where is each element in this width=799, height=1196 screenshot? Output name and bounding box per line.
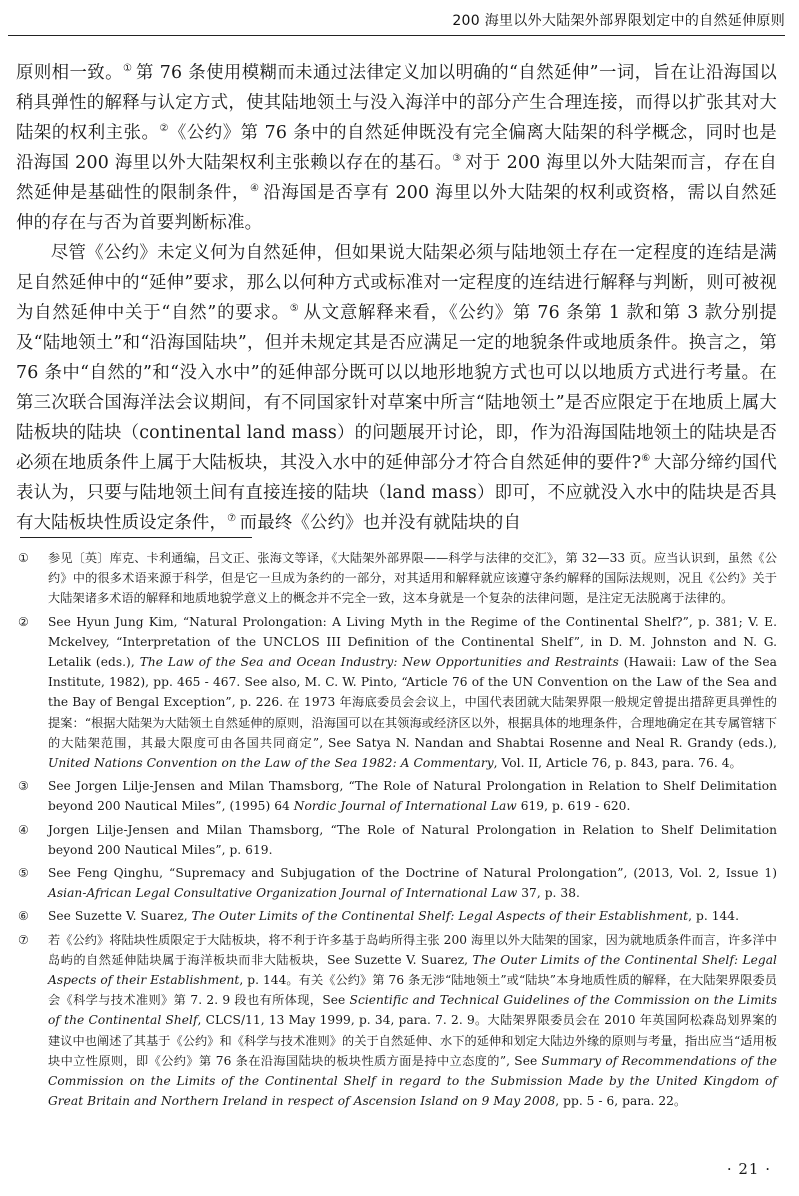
- footnote-2: [18, 612, 777, 774]
- footnotes: [18, 548, 777, 1114]
- footnote-number: ③: [18, 779, 29, 794]
- footnote-text: See Jorgen Lilje-Jensen and Milan Thamsborg, “The Role of Natural Prolongation in Relation to Shelf Delimitation beyond 200 Nautical Miles”, (1995) 64 Nordic Journal of International Law 619, p. 619 - 620.: [48, 779, 777, 814]
- footnote-text: Jorgen Lilje-Jensen and Milan Thamsborg, “The Role of Natural Prolongation in Relation to Shelf Delimitation beyond 200 Nautical Miles”, p. 619.: [48, 822, 777, 857]
- footnote-number: ②: [18, 614, 29, 629]
- footnote-number: ④: [18, 822, 29, 837]
- footnote-7: [18, 930, 777, 1112]
- footnote-ref-3[interactable]: ③: [452, 153, 466, 165]
- running-header: [8, 10, 785, 36]
- footnote-ref-1[interactable]: ①: [122, 63, 136, 75]
- running-header-title: 200 海里以外大陆架外部界限划定中的自然延伸原则: [452, 13, 785, 29]
- footnote-separator: [20, 537, 252, 538]
- footnote-text: 若《公约》将陆块性质限定于大陆板块，将不利于许多基于岛屿所得主张 200 海里以外大陆架的国家，因为就地质条件而言，许多洋中岛屿的自然延伸陆块属于海洋板块而非大陆板块，See Suzette V. Suarez, The Outer Limits of the Continental Shelf: Legal Aspects of their Establishment, p. 144。有关《公约》第 76 条无涉“陆地领土”或“陆块”本身地质性质的解释，在大陆架界限委员会《科学与技术准则》第 7. 2. 9 段也有所体现，See Scientific and Technical Guidelines of the Commission on the Limits of the Continental Shelf, CLCS/11, 13 May 1999, p. 34, para. 7. 2. 9。大陆架界限委员会在 2010 年英国阿松森岛划界案的建议中也阐述了其基于《公约》和《科学与技术准则》的关于自然延伸、水下的延伸和划定大陆边外缘的原则与考量，指出应当“适用板块中立性原则，即《公约》第 76 条在沿海国陆块的板块性质方面是持中立态度的”, See Summary of Recommendations of the Commission on the Limits of the Continental Shelf in regard to the Submission Made by the United Kingdom of Great Britain and Northern Ireland in respect of Ascension Island on 9 May 2008, pp. 5 - 6, para. 22。: [48, 932, 778, 1109]
- paragraph-1: 原则相一致。① 第 76 条使用模糊而未通过法律定义加以明确的“自然延伸”一词，旨在让沿海国以稍具弹性的解释与认定方式，使其陆地领土与没入海洋中的部分产生合理连接，而得以扩张其对大陆架的权利主张。②《公约》第 76 条中的自然延伸既没有完全偏离大陆架的科学概念，同时也是沿海国 200 海里以外大陆架权利主张赖以存在的基石。③ 对于 200 海里以外大陆架而言，存在自然延伸是基础性的限制条件，④ 沿海国是否享有 200 海里以外大陆架的权利或资格，需以自然延伸的存在与否为首要判断标准。: [16, 63, 778, 233]
- footnote-6: [18, 906, 777, 926]
- footnote-5: [18, 863, 777, 903]
- footnote-ref-4[interactable]: ④: [250, 183, 264, 195]
- paragraph-2: 尽管《公约》未定义何为自然延伸，但如果说大陆架必须与陆地领土存在一定程度的连结是满足自然延伸中的“延伸”要求，那么以何种方式或标准对一定程度的连结进行解释与判断，则可被视为自然延伸中关于“自然”的要求。⑤ 从文意解释来看，《公约》第 76 条第 1 款和第 3 款分别提及“陆地领土”和“沿海国陆块”，但并未规定其是否应满足一定的地貌条件或地质条件。换言之，第 76 条中“自然的”和“没入水中”的延伸部分既可以以地形地貌方式也可以以地质方式进行考量。在第三次联合国海洋法会议期间，有不同国家针对草案中所言“陆地领土”是否应限定于在地质上属大陆板块的陆块（continental land mass）的问题展开讨论，即，作为沿海国陆地领土的陆块是否必须在地质条件上属于大陆板块，其没入水中的延伸部分才符合自然延伸的要件?⑥ 大部分缔约国代表认为，只要与陆地领土间有直接连接的陆块（land mass）即可，不应就没入水中的陆块是否具有大陆板块性质设定条件，⑦ 而最终《公约》也并没有就陆块的自: [16, 243, 778, 533]
- footnote-ref-7[interactable]: ⑦: [227, 513, 240, 525]
- page-number: · 21 ·: [726, 1160, 771, 1178]
- footnote-number: ⑥: [18, 909, 29, 924]
- footnote-1: [18, 548, 777, 609]
- footnote-text: 参见〔英〕库克、卡利通编，吕文正、张海文等译，《大陆架外部界限——科学与法律的交汇》，第 32—33 页。应当认识到，虽然《公约》中的很多术语来源于科学，但是它一旦成为条约的一部分，对其适用和解释就应该遵守条约解释的国际法规则，况且《公约》关于大陆架诸多术语的解释和地质地貌学意义上的概念并不完全一致，这本身就是一个复杂的法律问题，是注定无法脱离于法律的。: [48, 551, 777, 606]
- footnote-ref-5[interactable]: ⑤: [289, 303, 304, 315]
- footnote-text: See Hyun Jung Kim, “Natural Prolongation: A Living Myth in the Regime of the Continental Shelf?”, p. 381; V. E. Mckelvey, “Interpretation of the UNCLOS III Definition of the Continental Shelf”, in D. M. Johnston and N. G. Letalik (eds.), The Law of the Sea and Ocean Industry: New Opportunities and Restraints (Hawaii: Law of the Sea Institute, 1982), pp. 465 - 467. See also, M. C. W. Pinto, “Article 76 of the UN Convention on the Law of the Sea and the Bay of Bengal Exception”, p. 226. 在 1973 年海底委员会会议上，中国代表团就大陆架界限一般规定曾提出措辞更具弹性的提案：“根据大陆架为大陆领土自然延伸的原则，沿海国可以在其领海或经济区以外，根据具体的地理条件，合理地确定在其专属管辖下的大陆架范围，其最大限度可由各国共同商定”, See Satya N. Nandan and Shabtai Rosenne and Neal R. Grandy (eds.), United Nations Convention on the Law of the Sea 1982: A Commentary, Vol. II, Article 76, p. 843, para. 76. 4。: [48, 614, 777, 771]
- footnote-number: ⑦: [18, 932, 29, 947]
- footnote-ref-2[interactable]: ②: [159, 123, 169, 135]
- footnote-3: [18, 776, 777, 816]
- footnote-number: ①: [18, 551, 29, 565]
- footnote-ref-6[interactable]: ⑥: [641, 453, 654, 465]
- footnote-4: [18, 820, 777, 860]
- footnote-text: See Feng Qinghu, “Supremacy and Subjugation of the Doctrine of Natural Prolongation”, (2013, Vol. 2, Issue 1) Asian-African Legal Consultative Organization Journal of International Law 37, p. 38.: [48, 866, 777, 901]
- footnote-number: ⑤: [18, 866, 29, 881]
- main-text: [16, 58, 777, 538]
- footnote-text: See Suzette V. Suarez, The Outer Limits of the Continental Shelf: Legal Aspects of their Establishment, p. 144.: [48, 909, 740, 924]
